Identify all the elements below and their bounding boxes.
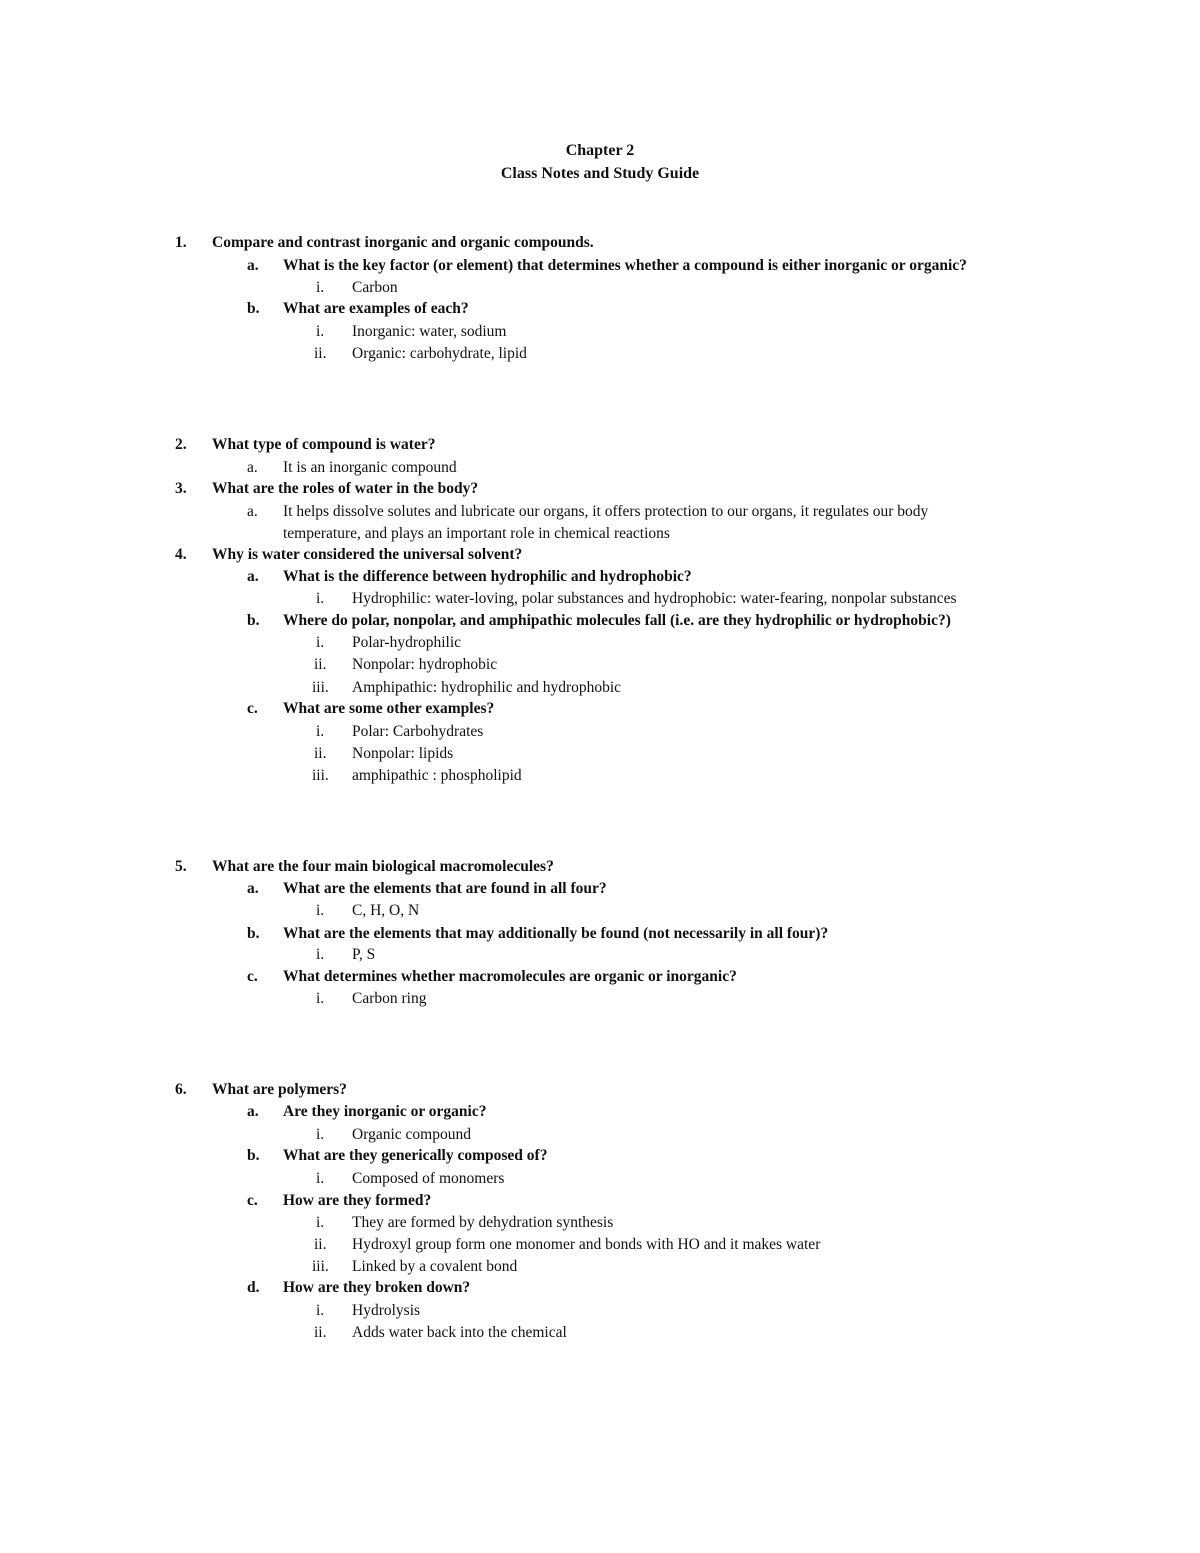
chapter-title: Chapter 2 [565, 142, 635, 159]
answer-text: Hydrophilic: water-loving, polar substances and hydrophobic: water-fearing, nonpolar substances [352, 590, 957, 607]
answer-marker: i. [316, 1126, 325, 1143]
answer-marker: ii. [314, 656, 327, 673]
answer-text: Composed of monomers [352, 1170, 505, 1187]
answer-text: Linked by a covalent bond [352, 1258, 518, 1275]
question-number: 4. [175, 546, 187, 563]
answer-text: Nonpolar: lipids [352, 745, 454, 762]
subquestion-marker: c. [247, 1192, 258, 1209]
subquestion-marker: b. [247, 300, 260, 317]
answer-marker: ii. [314, 745, 327, 762]
answer-marker: i. [316, 590, 325, 607]
subquestion-marker: b. [247, 612, 260, 629]
subquestion-marker: b. [247, 1147, 260, 1164]
subquestion-text: How are they formed? [283, 1192, 432, 1209]
subquestion-marker: d. [247, 1279, 260, 1296]
question-text: What are polymers? [212, 1081, 347, 1098]
subquestion-text: What is the key factor (or element) that determines whether a compound is either inorganic or organic? [283, 257, 967, 274]
answer-text: Nonpolar: hydrophobic [352, 656, 498, 673]
subquestion-marker: a. [247, 568, 259, 585]
question-number: 1. [175, 234, 187, 251]
subquestion-marker: c. [247, 968, 258, 985]
answer-marker: i. [316, 723, 325, 740]
answer-text: Polar-hydrophilic [352, 634, 462, 651]
answer-marker: ii. [314, 345, 327, 362]
answer-text: They are formed by dehydration synthesis [352, 1214, 614, 1231]
question-number: 3. [175, 480, 187, 497]
answer-marker: i. [316, 990, 325, 1007]
answer-text: Organic compound [352, 1126, 471, 1143]
subquestion-marker: a. [247, 257, 259, 274]
subquestion-text: What determines whether macromolecules are organic or inorganic? [283, 968, 737, 985]
answer-marker: i. [316, 1214, 325, 1231]
answer-marker: i. [316, 946, 325, 963]
answer-text: amphipathic : phospholipid [352, 767, 522, 784]
answer-text: It is an inorganic compound [283, 459, 457, 476]
question-text: What are the four main biological macromolecules? [212, 858, 554, 875]
answer-text: Carbon [352, 279, 398, 296]
answer-text: It helps dissolve solutes and lubricate our organs, it offers protection to our organs, it regulates our body temperature, and plays an important role in chemical reactions [283, 503, 929, 542]
answer-marker: iii. [312, 767, 329, 784]
subquestion-text: What are the elements that may additionally be found (not necessarily in all four)? [283, 925, 829, 942]
answer-text: Organic: carbohydrate, lipid [352, 345, 527, 362]
subquestion-text: What is the difference between hydrophilic and hydrophobic? [283, 568, 692, 585]
subquestion-text: What are the elements that are found in all four? [283, 880, 607, 897]
answer-text: Inorganic: water, sodium [352, 323, 507, 340]
question-text: What are the roles of water in the body? [212, 480, 479, 497]
answer-marker: i. [316, 634, 325, 651]
subquestion-text: What are some other examples? [283, 700, 495, 717]
answer-text: Hydrolysis [352, 1302, 421, 1319]
subquestion-text: Where do polar, nonpolar, and amphipathic molecules fall (i.e. are they hydrophilic or hydrophobic?) [283, 612, 951, 629]
answer-marker: ii. [314, 1236, 327, 1253]
answer-marker: i. [316, 1302, 325, 1319]
answer-text: Hydroxyl group form one monomer and bonds with HO and it makes water [352, 1236, 821, 1253]
answer-marker: i. [316, 902, 325, 919]
subquestion-text: How are they broken down? [283, 1279, 471, 1296]
answer-text: C, H, O, N [352, 902, 420, 919]
answer-marker: iii. [312, 679, 329, 696]
answer-marker: i. [316, 279, 325, 296]
question-number: 2. [175, 436, 187, 453]
subquestion-marker: a. [247, 1103, 259, 1120]
question-text: What type of compound is water? [212, 436, 436, 453]
subquestion-marker: c. [247, 700, 258, 717]
subquestion-text: Are they inorganic or organic? [283, 1103, 487, 1120]
answer-marker: a. [247, 503, 258, 520]
question-text: Why is water considered the universal solvent? [212, 546, 523, 563]
answer-text: Carbon ring [352, 990, 427, 1007]
question-number: 5. [175, 858, 187, 875]
answer-text: Adds water back into the chemical [352, 1324, 567, 1341]
answer-text: P, S [352, 946, 376, 963]
subquestion-text: What are they generically composed of? [283, 1147, 548, 1164]
answer-marker: a. [247, 459, 258, 476]
answer-marker: ii. [314, 1324, 327, 1341]
subquestion-text: What are examples of each? [283, 300, 469, 317]
question-text: Compare and contrast inorganic and organic compounds. [212, 234, 594, 251]
answer-marker: i. [316, 323, 325, 340]
answer-marker: i. [316, 1170, 325, 1187]
document-subtitle: Class Notes and Study Guide [500, 165, 700, 182]
answer-text: Polar: Carbohydrates [352, 723, 484, 740]
question-number: 6. [175, 1081, 187, 1098]
subquestion-marker: b. [247, 925, 260, 942]
subquestion-marker: a. [247, 880, 259, 897]
answer-text: Amphipathic: hydrophilic and hydrophobic [352, 679, 622, 696]
answer-marker: iii. [312, 1258, 329, 1275]
